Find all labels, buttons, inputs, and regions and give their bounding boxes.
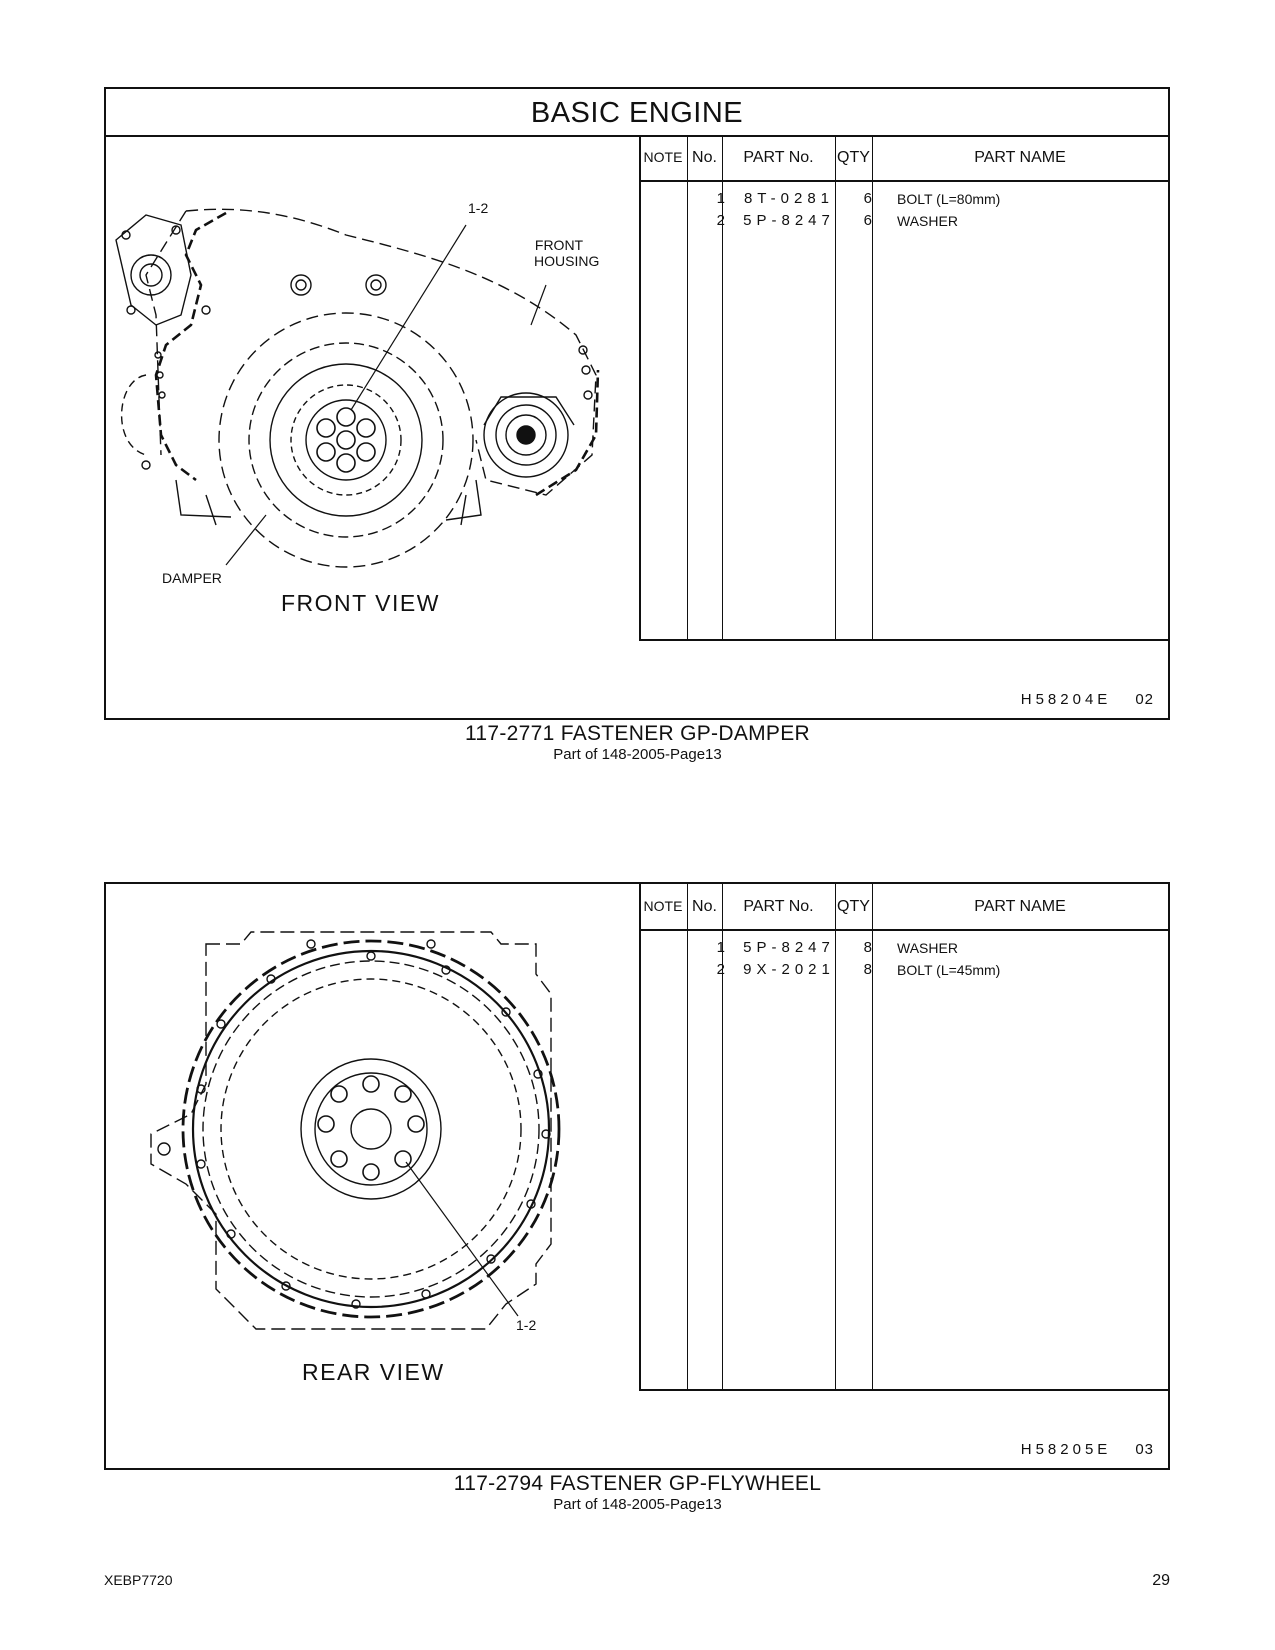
table-row <box>639 188 1168 210</box>
parts-panel-flywheel <box>104 882 1170 1470</box>
parts-panel-damper <box>104 87 1170 720</box>
document-id: XEBP7720 <box>104 1572 173 1588</box>
table-footer <box>639 1389 1168 1468</box>
row-part-name: WASHER <box>897 213 958 229</box>
row-part-name: BOLT (L=80mm) <box>897 191 1001 207</box>
callout-1-2: 1-2 <box>468 200 489 216</box>
drawing-code-id: H58205E <box>1020 1441 1112 1458</box>
row-qty: 8 <box>863 961 872 978</box>
table-header <box>639 884 1168 931</box>
drawing-code-rev: 02 <box>1135 691 1154 708</box>
row-no: 2 <box>716 961 725 978</box>
header-part-no: PART No. <box>743 149 814 166</box>
damper-label: DAMPER <box>162 570 222 586</box>
row-part-no: 5P-8247 <box>743 212 835 229</box>
drawing-code-rev: 03 <box>1135 1441 1154 1458</box>
front-view-drawing <box>106 135 637 720</box>
table-row <box>639 210 1168 232</box>
row-part-no: 5P-8247 <box>743 939 835 956</box>
drawing-code <box>1021 691 1154 708</box>
caption-subtitle: Part of 148-2005-Page13 <box>553 1496 722 1513</box>
header-note: NOTE <box>643 149 683 165</box>
header-part-name: PART NAME <box>974 149 1066 166</box>
header-qty: QTY <box>837 898 870 915</box>
parts-table <box>639 135 1168 718</box>
row-part-name: BOLT (L=45mm) <box>897 962 1001 978</box>
table-footer <box>639 639 1168 718</box>
page-number: 29 <box>1152 1572 1170 1589</box>
front-view-illustration <box>106 135 641 718</box>
header-no: No. <box>692 898 717 915</box>
caption-title: 117-2771 FASTENER GP-DAMPER <box>465 722 810 745</box>
front-housing-label <box>534 237 600 269</box>
caption-damper <box>0 722 1275 763</box>
caption-subtitle: Part of 148-2005-Page13 <box>553 746 722 763</box>
parts-table <box>639 884 1168 1468</box>
table-row <box>639 937 1168 959</box>
table-row <box>639 959 1168 981</box>
drawing-code <box>1021 1441 1154 1458</box>
caption-flywheel <box>0 1472 1275 1513</box>
header-qty: QTY <box>837 149 870 166</box>
header-part-no: PART No. <box>743 898 814 915</box>
header-note: NOTE <box>643 898 683 914</box>
row-no: 1 <box>716 939 725 956</box>
view-label: REAR VIEW <box>302 1359 445 1385</box>
row-qty: 6 <box>863 212 872 229</box>
table-header <box>639 135 1168 182</box>
front-housing-label-line2: HOUSING <box>534 253 600 269</box>
view-label: FRONT VIEW <box>281 590 440 616</box>
caption-title: 117-2794 FASTENER GP-FLYWHEEL <box>453 1472 822 1495</box>
row-no: 2 <box>716 212 725 229</box>
drawing-code-id: H58204E <box>1020 691 1112 708</box>
header-part-name: PART NAME <box>974 898 1066 915</box>
row-part-name: WASHER <box>897 940 958 956</box>
section-title: BASIC ENGINE <box>106 89 1168 137</box>
row-part-no: 8T-0281 <box>743 190 835 207</box>
row-part-no: 9X-2021 <box>743 961 835 978</box>
row-qty: 6 <box>863 190 872 207</box>
rear-view-illustration <box>106 884 641 1468</box>
row-no: 1 <box>716 190 725 207</box>
front-housing-label-line1: FRONT <box>534 237 584 253</box>
header-no: No. <box>692 149 717 166</box>
row-qty: 8 <box>863 939 872 956</box>
callout-1-2: 1-2 <box>516 1317 537 1333</box>
